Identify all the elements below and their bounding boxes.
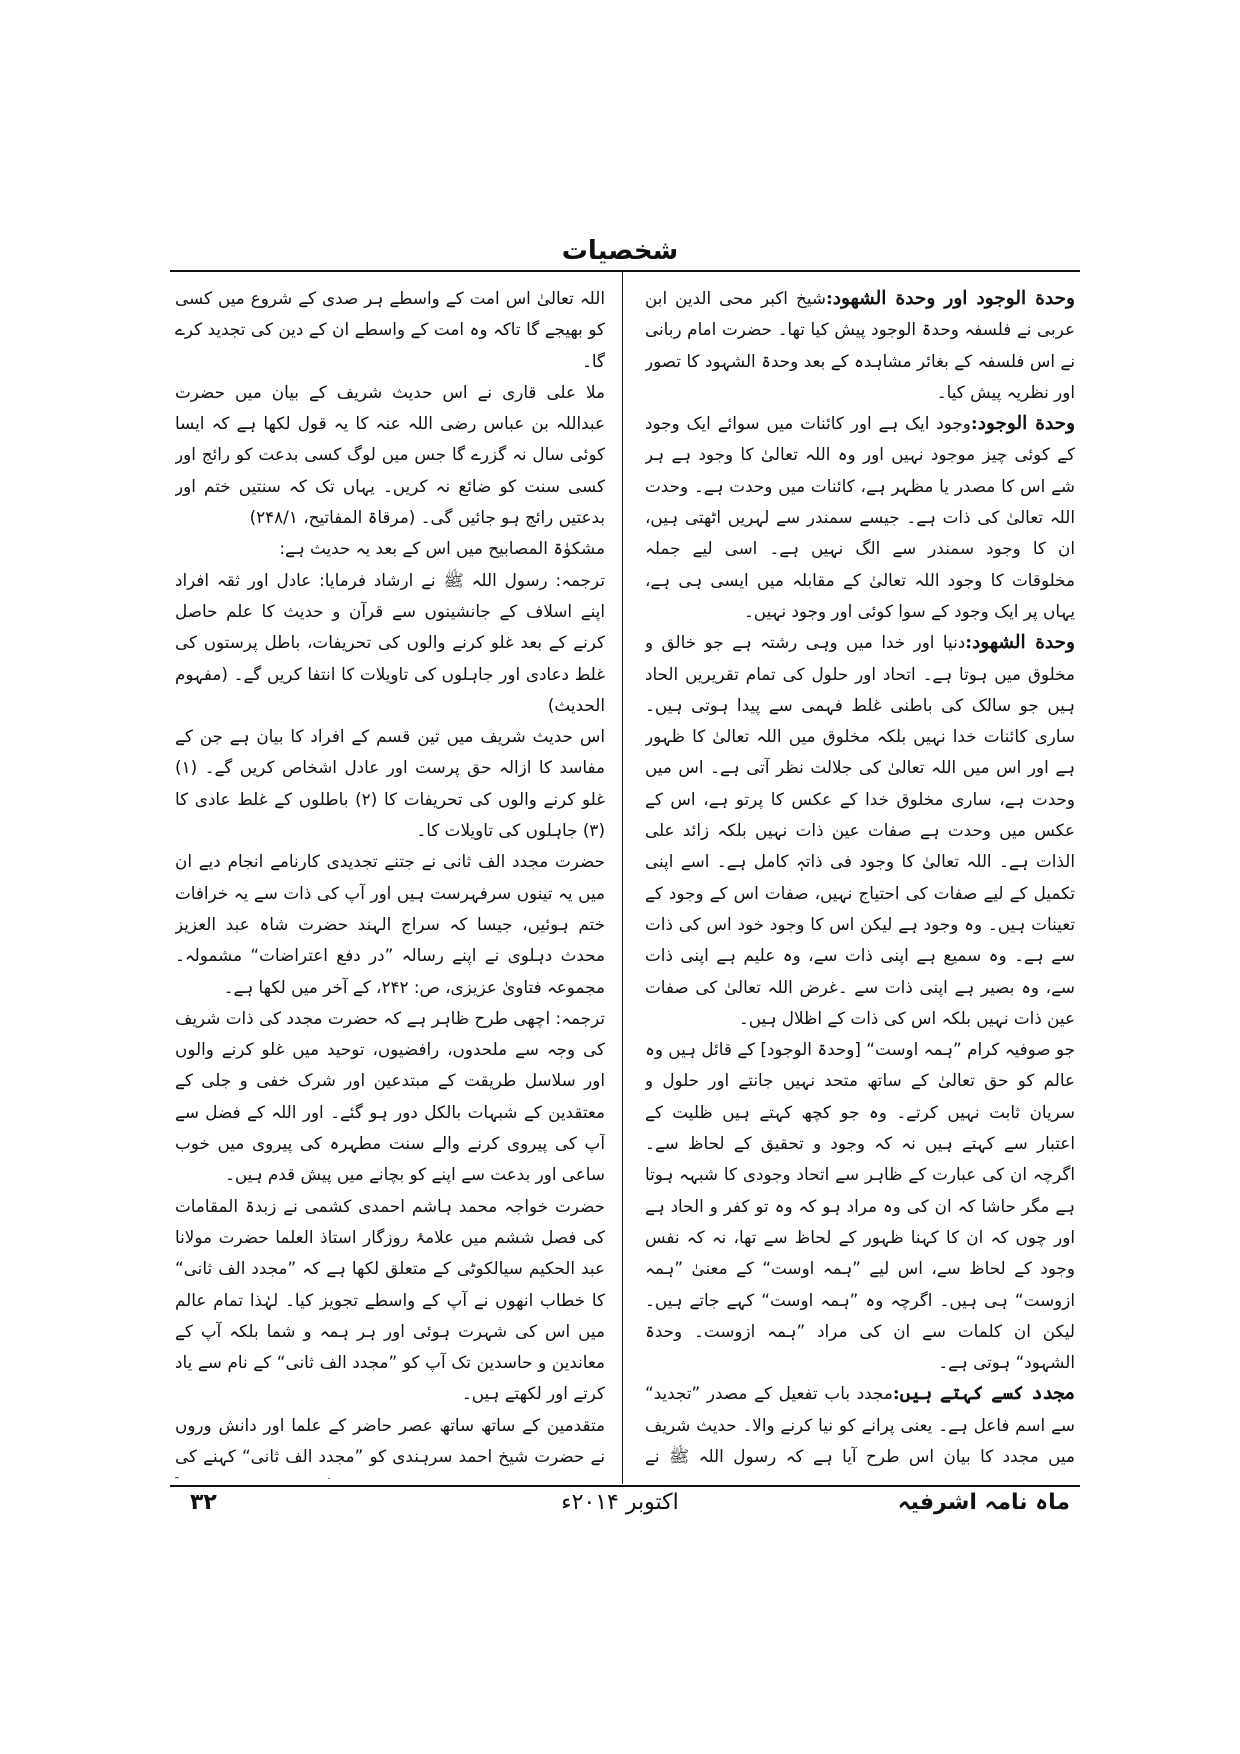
section-title: شخصیات [561,236,679,266]
left-column [175,283,605,1479]
paragraph: اس حدیث شریف میں تین قسم کے افراد کا بیان ہے جن کے مفاسد کا ازالہ حق پرست اور عادل اشخاص کریں گے۔ (۱) غلو کرنے والوں کی تحریفات کا (۲) باطلوں کے غلط عادی کا (۳) جاہلوں کی تاویلات کا۔ [175,726,605,841]
heading-mujaddid: مجدد کسے کہتے ہیں: [892,1383,1075,1405]
issue-date: اکتوبر ۲۰۱۴ء [561,1490,679,1515]
heading-wahdat-al-wujud-wal-shuhud: وحدة الوجود اور وحدة الشهود: [825,288,1075,309]
paragraph: ترجمہ: اچھی طرح ظاہر ہے کہ حضرت مجدد کی ذات شریف کی وجہ سے ملحدوں، رافضیوں، توحید میں غلو کرنے والوں اور سلاسل طریقت کے مبتدعین اور شرک خفی و جلی کے معتقدین کے شبہات بالکل دور ہو گئے۔ اور اللہ کے فضل سے آپ کی پیروی کرنے والے سنت مطہرہ کی پیروی میں خوب ساعی اور بدعت سے اپنے کو بچانے میں پیش قدم ہیں۔ [175,1007,605,1185]
paragraph-wujud [645,408,1075,627]
paragraph: مشکوٰۃ المصابیح میں اس کے بعد یہ حدیث ہے: [279,538,605,559]
paragraph: ملا علی قاری نے اس حدیث شریف کے بیان میں حضرت عبداللہ بن عباس رضی اللہ عنہ کا یہ قول لکھا ہے کہ ایسا کوئی سال نہ گزرے گا جس میں لوگ کسی بدعت کو رائج اور کسی سنت کو ضائع نہ کریں۔ یہاں تک کہ سنتیں ختم اور بدعتیں رائج ہو جائیں گی۔ (مرقاۃ المفاتیح، ۲۴۸/۱) [175,381,605,528]
paragraph: ترجمہ: رسول اللہ ﷺ نے ارشاد فرمایا: عادل اور ثقہ افراد اپنے اسلاف کے جانشینوں سے قرآن و حدیث کا علم حاصل کرنے کے بعد غلو کرنے والوں کی تحریفات، باطل پرستوں کی غلط دعادی اور جاہلوں کی تاویلات کا انتفا کریں گے۔ (مفہوم الحدیث) [175,569,605,715]
paragraph-mujaddid [645,1378,1075,1479]
column-divider [622,272,623,1484]
body-text: شیخ اکبر محی الدین ابن عربی نے فلسفہ وحدۃ الوجود پیش کیا تھا۔ حضرت امام ربانی نے اس فلسفہ کے بغائر مشاہدہ کے بعد وحدۃ الشہود کا تصور اور نظریہ پیش کیا۔ [645,288,1075,402]
paragraph-wahdat [645,283,1075,408]
paragraph-shuhud [645,627,1075,1034]
paragraph-sufiya [645,1034,1075,1378]
heading-wahdat-al-wujud: وحدة الوجود: [970,413,1075,435]
paragraph: حضرت مجدد الف ثانی نے جتنے تجدیدی کارنامے انجام دیے ان میں یہ تینوں سرفہرست ہیں اور آپ کی ذات سے یہ خرافات ختم ہوئیں، جیسا کہ سراج الہند حضرت شاہ عبد العزیز محدث دہلوی نے اپنے رسالہ ”در دفع اعتراضات“ مشمولہ۔ مجموعہ فتاویٰ عزیزی، ص: ۲۴۲، کے آخر میں لکھا ہے۔ [175,851,605,997]
body-text: دنیا اور خدا میں وہی رشتہ ہے جو خالق و مخلوق میں ہوتا ہے۔ اتحاد اور حلول کی تمام تقریریں الحاد ہیں جو سالک کی باطنی غلط فہمی سے پیدا ہوتی ہیں۔ ساری کائنات خدا نہیں بلکہ مخلوق میں اللہ تعالیٰ کا ظہور ہے اور اس میں اللہ تعالیٰ کی جلالت نظر آتی ہے۔ اس میں وحدت ہے، ساری مخلوق خدا کے عکس کا پرتو ہے، اس کے عکس میں وحدت ہے صفات عین ذات نہیں بلکہ زائد علی الذات ہے۔ اللہ تعالیٰ کا وجود فی ذاتہٖ کامل ہے۔ اسے اپنی تکمیل کے لیے صفات کی احتیاج نہیں، صفات اس کے وجود کے تعینات ہیں۔ وہ وجود ہے لیکن اس کا وجود خود اس کی ذات سے ہے۔ وہ سمیع ہے اپنی ذات سے، وہ علیم ہے اپنی ذات سے، وہ بصیر ہے اپنی ذات سے ۔غرض اللہ تعالیٰ کی صفات عین ذات نہیں بلکہ اس کی ذات کے اظلال ہیں۔ [645,632,1075,1028]
body-text: وجود ایک ہے اور کائنات میں سوائے ایک وجود کے کوئی چیز موجود نہیں اور وہ اللہ تعالیٰ کا وجود ہے ہر شے اس کا مصدر یا مظہر ہے، کائنات میں وحدت ہے۔ وحدت اللہ تعالیٰ کی ذات ہے۔ جیسے سمندر سے لہریں اٹھتی ہیں، ان کا وجود سمندر سے الگ نہیں ہے۔ اسی لیے جملہ مخلوقات کا وجود اللہ تعالیٰ کے مقابلہ میں ایسی ہی ہے، یہاں پر ایک وجود کے سوا کوئی اور وجود نہیں۔ [645,413,1075,621]
heading-wahdat-al-shuhud: وحدة الشهود: [965,632,1075,654]
header-rule [170,270,1080,272]
page-number: ۳۲ [190,1490,217,1515]
magazine-name: ماہ نامہ اشرفیہ [897,1490,1070,1515]
body-text: جو صوفیہ کرام ”ہمہ اوست“ [وحدۃ الوجود] کے قائل ہیں وہ عالم کو حق تعالیٰ کے ساتھ متحد نہیں جانتے اور حلول و سریان ثابت نہیں کرتے۔ وہ جو کچھ کہتے ہیں ظلیت کے اعتبار سے کہتے ہیں نہ کہ وجود و تحقیق کے لحاظ سے۔ اگرچہ ان کی عبارت کے ظاہر سے اتحاد وجودی کا شبہہ ہوتا ہے مگر حاشا کہ ان کی وہ مراد ہو کہ وہ تو کفر و الحاد ہے اور چوں کہ ان کا کہنا ظہور کے لحاظ سے تھا، نہ کہ نفس وجود کے لحاظ سے، اس لیے ”ہمہ اوست“ کے معنیٰ ”ہمہ ازوست“ ہی ہیں۔ اگرچہ وہ ”ہمہ اوست“ کہے جاتے ہیں۔ لیکن ان کلمات سے ان کی مراد ”ہمہ ازوست۔ وحدۃ الشہود“ ہوتی ہے۔ [645,1039,1075,1373]
paragraph: متقدمین کے ساتھ ساتھ عصر حاضر کے علما اور دانش وروں نے حضرت شیخ احمد سرہندی کو ”مجدد الف ثانی“ کہنے کی [175,1414,605,1466]
footer-rule [170,1485,1080,1487]
paragraph: حضرت خواجہ محمد ہاشم احمدی کشمی نے زبدۃ المقامات کی فصل ششم میں علامۂ روزگار استاذ العلما حضرت مولانا عبد الحکیم سیالکوٹی کے متعلق لکھا ہے کہ ”مجدد الف ثانی“ کا خطاب انھوں نے آپ کے واسطے تجویز کیا۔ لہٰذا تمام عالم میں اس کی شہرت ہوئی اور ہر ہمہ و شما بلکہ آپ کے معاندین و حاسدین تک آپ کو ”مجدد الف ثانی“ کے نام سے یاد کرتے اور لکھتے ہیں۔ [175,1195,605,1404]
paragraph: اللہ تعالیٰ اس امت کے واسطے ہر صدی کے شروع میں کسی کو بھیجے گا تاکہ وہ امت کے واسطے ان کے دین کی تجدید کرے گا۔ [175,288,605,371]
body-text: مجدد باب تفعیل کے مصدر ”تجدید“ سے اسم فاعل ہے۔ یعنی پرانے کو نیا کرنے والا۔ حدیث شریف میں مجدد کا بیان اس طرح آیا ہے کہ رسول اللہ ﷺ نے [645,1383,1075,1466]
right-column [645,283,1075,1479]
